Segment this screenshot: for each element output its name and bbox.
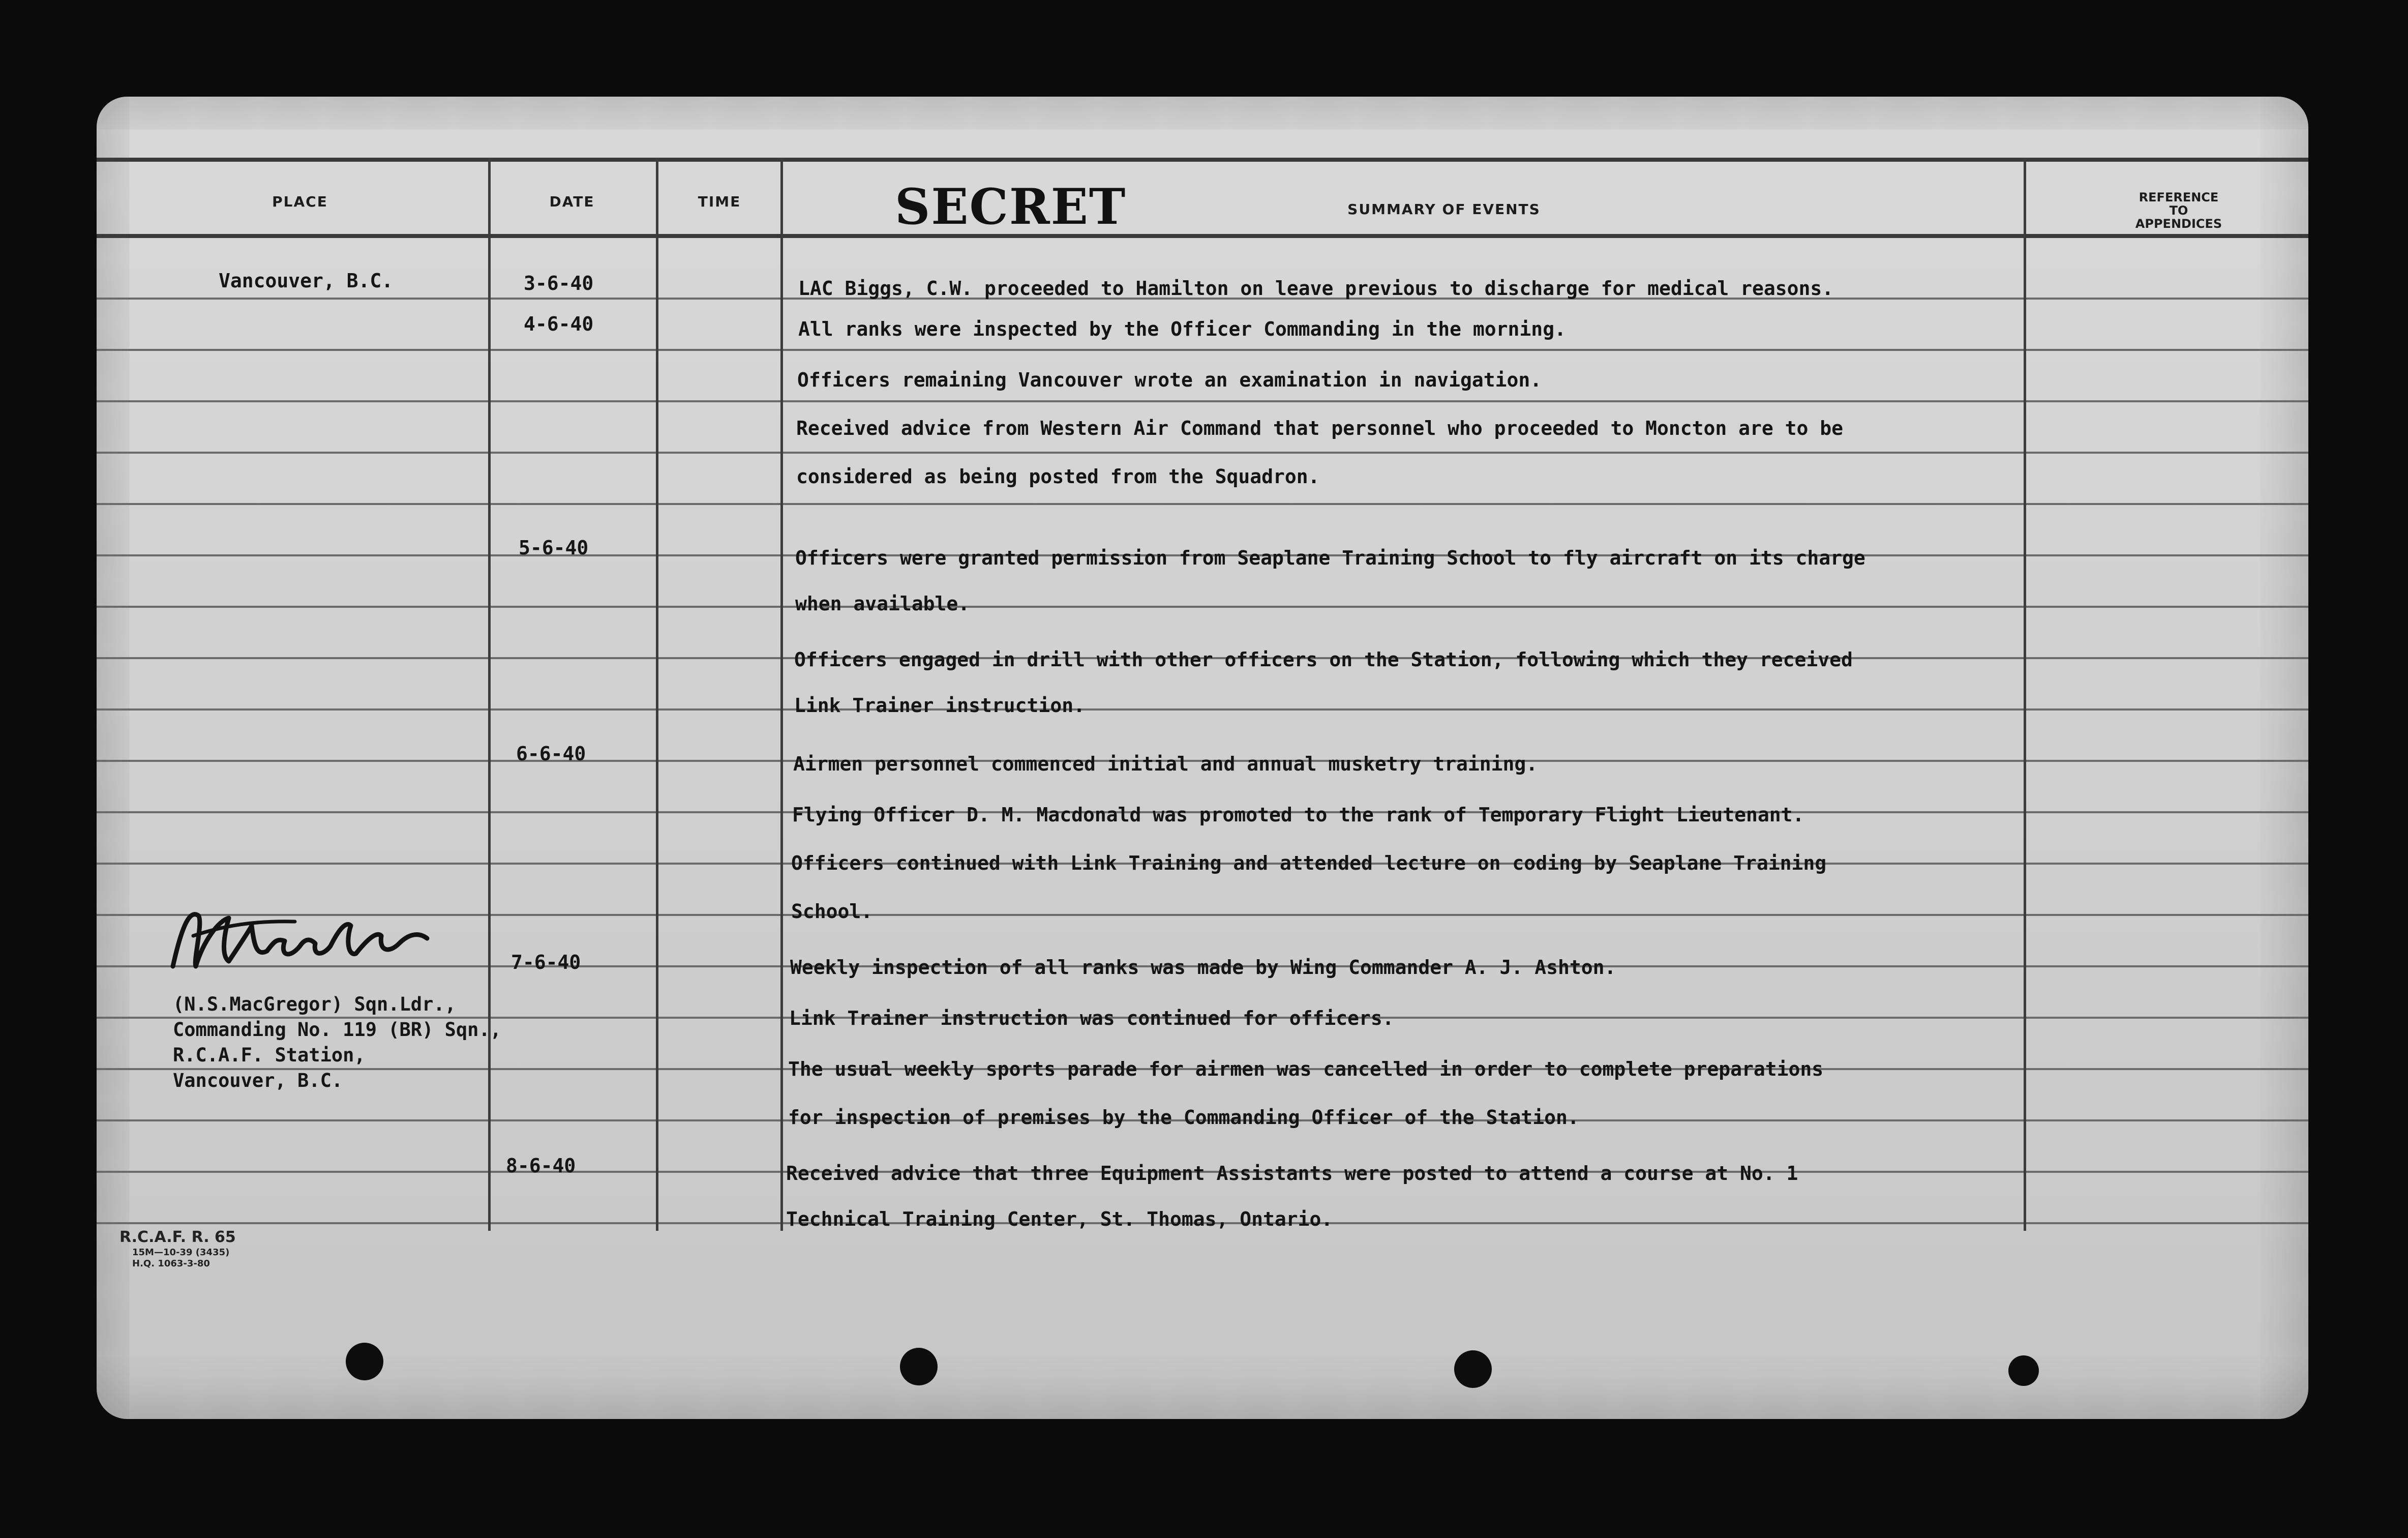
date-entry: 4-6-40 xyxy=(524,313,594,335)
date-entry: 5-6-40 xyxy=(519,537,589,559)
diary-form-sheet xyxy=(97,97,2308,1419)
date-entry: 3-6-40 xyxy=(524,272,594,294)
reference-header-line-1: REFERENCE xyxy=(2139,190,2219,204)
event-line: Officers continued with Link Training and attended lecture on coding by Seaplane Training xyxy=(791,852,1827,874)
event-line: Officers engaged in drill with other officers on the Station, following which they received xyxy=(794,648,1853,671)
event-line: School. xyxy=(791,900,873,923)
event-line: Officers remaining Vancouver wrote an examination in navigation. xyxy=(797,369,1542,391)
handwritten-signature xyxy=(163,890,447,992)
event-line: Flying Officer D. M. Macdonald was promoted to the rank of Temporary Flight Lieutenant. xyxy=(792,804,1804,826)
ruled-line xyxy=(97,349,2308,351)
event-line: considered as being posted from the Squadron. xyxy=(796,465,1320,488)
signature-name: (N.S.MacGregor) Sqn.Ldr., xyxy=(173,993,456,1015)
place-header: PLACE xyxy=(272,193,328,210)
signature-location: Vancouver, B.C. xyxy=(173,1070,343,1091)
event-line: LAC Biggs, C.W. proceeded to Hamilton on leave previous to discharge for medical reasons. xyxy=(798,277,1834,300)
ruled-line xyxy=(97,452,2308,454)
ruled-line xyxy=(97,400,2308,402)
binder-hole xyxy=(2008,1355,2039,1386)
top-rule xyxy=(97,158,2308,162)
binder-hole xyxy=(346,1343,383,1380)
event-line: when available. xyxy=(795,593,970,615)
reference-header-line-2: TO xyxy=(2169,203,2188,218)
reference-header xyxy=(2095,191,2263,230)
date-entry: 8-6-40 xyxy=(506,1155,576,1177)
event-line: Received advice that three Equipment Assistants were posted to attend a course at No. 1 xyxy=(786,1162,1798,1185)
place-entry: Vancouver, B.C. xyxy=(219,270,394,292)
reference-header-line-3: APPENDICES xyxy=(2135,217,2222,231)
summary-header: SUMMARY OF EVENTS xyxy=(1347,201,1541,218)
event-line: All ranks were inspected by the Officer Commanding in the morning. xyxy=(798,318,1566,340)
time-summary-divider xyxy=(780,158,783,1231)
form-code: R.C.A.F. R. 65 xyxy=(119,1228,236,1246)
date-time-divider xyxy=(656,158,658,1231)
signature-appointment: Commanding No. 119 (BR) Sqn., xyxy=(173,1019,502,1041)
secret-stamp: SECRET xyxy=(895,178,1127,235)
signature-station: R.C.A.F. Station, xyxy=(173,1044,366,1066)
form-print-line: 15M—10-39 (3435) xyxy=(132,1247,230,1258)
header-rule xyxy=(97,234,2308,238)
ruled-line xyxy=(97,503,2308,505)
date-entry: 6-6-40 xyxy=(516,743,586,765)
ruled-line xyxy=(97,606,2308,608)
event-line: Weekly inspection of all ranks was made by Wing Commander A. J. Ashton. xyxy=(790,956,1616,979)
event-line: for inspection of premises by the Commanding Officer of the Station. xyxy=(788,1106,1579,1129)
event-line: Airmen personnel commenced initial and annual musketry training. xyxy=(793,753,1538,775)
time-header: TIME xyxy=(698,193,741,210)
event-line: Link Trainer instruction was continued for officers. xyxy=(789,1007,1394,1029)
ruled-line xyxy=(97,708,2308,711)
event-line: The usual weekly sports parade for airmen was cancelled in order to complete preparations xyxy=(788,1058,1824,1080)
signature-block xyxy=(173,992,501,1093)
binder-hole xyxy=(900,1348,938,1385)
binder-hole xyxy=(1454,1350,1492,1388)
summary-reference-divider xyxy=(2024,158,2026,1231)
event-line: Officers were granted permission from Seaplane Training School to fly aircraft on its charge xyxy=(795,547,1865,569)
date-entry: 7-6-40 xyxy=(511,951,581,973)
event-line: Technical Training Center, St. Thomas, Ontario. xyxy=(786,1208,1333,1230)
form-file-line: H.Q. 1063-3-80 xyxy=(132,1258,210,1269)
date-header: DATE xyxy=(549,193,595,210)
event-line: Link Trainer instruction. xyxy=(794,694,1085,717)
event-line: Received advice from Western Air Command that personnel who proceeded to Moncton are to be xyxy=(796,417,1844,439)
